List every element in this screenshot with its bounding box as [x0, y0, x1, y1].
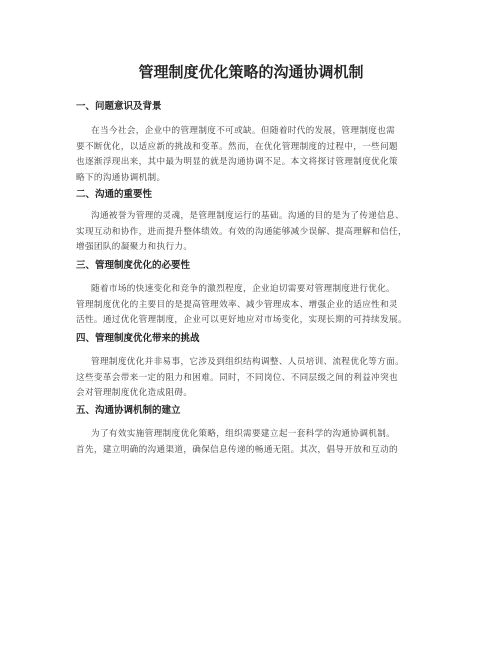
paragraph-line: 这些变革会带来一定的阻力和困难。同时，不同岗位、不同层级之间的利益冲突也	[76, 372, 398, 383]
section-paragraph-4	[76, 355, 446, 402]
paragraph-line: 首先，建立明确的沟通渠道，确保信息传递的畅通无阻。其次，倡导开放和互动的	[76, 444, 398, 455]
section-heading-3: 三、管理制度优化的必要性	[76, 260, 191, 271]
section-heading-4: 四、管理制度优化带来的挑战	[76, 333, 200, 344]
paragraph-line: 为了有效实施管理制度优化策略，组织需要建立起一套科学的沟通协调机制。	[91, 429, 396, 439]
paragraph-line: 增强团队的凝聚力和执行力。	[76, 242, 193, 252]
paragraph-line: 实现互动和协作，进而提升整体绩效。有效的沟通能够减少误解、提高理解和信任，	[76, 226, 407, 237]
section-heading-5: 五、沟通协调机制的建立	[76, 405, 181, 416]
paragraph-line: 活性。通过优化管理制度，企业可以更好地应对市场变化，实现长期的可持续发展。	[76, 315, 407, 325]
paragraph-line: 随着市场的快速变化和竞争的激烈程度，企业迫切需要对管理制度进行优化。	[91, 284, 396, 294]
paragraph-line: 也逐渐浮现出来，其中最为明显的就是沟通协调不足。本文将探讨管理制度优化策	[76, 157, 398, 167]
section-paragraph-5	[76, 427, 446, 458]
section-heading-2: 二、沟通的重要性	[76, 189, 153, 200]
paragraph-line: 会对管理制度优化造成阻碍。	[76, 388, 193, 398]
paragraph-line: 管理制度优化的主要目的是提高管理效率、减少管理成本、增强企业的适应性和灵	[76, 299, 398, 310]
section-paragraph-2	[76, 209, 446, 256]
document-title: 管理制度优化策略的沟通协调机制	[138, 63, 364, 81]
paragraph-line: 略下的沟通协调机制。	[76, 172, 166, 183]
paragraph-line: 要不断优化，以适应新的挑战和变革。然而，在优化管理制度的过程中，一些问题	[76, 141, 398, 152]
section-heading-1: 一、问题意识及背景	[76, 101, 162, 112]
paragraph-line: 沟通被誉为管理的灵魂，是管理制度运行的基础。沟通的目的是为了传递信息、	[91, 211, 405, 221]
paragraph-line: 管理制度优化并非易事，它涉及到组织结构调整、人员培训、流程优化等方面。	[91, 357, 405, 367]
section-paragraph-3	[76, 282, 446, 329]
paragraph-line: 在当今社会，企业中的管理制度不可或缺。但随着时代的发展，管理制度也需	[91, 126, 396, 136]
section-paragraph-1	[76, 124, 446, 186]
